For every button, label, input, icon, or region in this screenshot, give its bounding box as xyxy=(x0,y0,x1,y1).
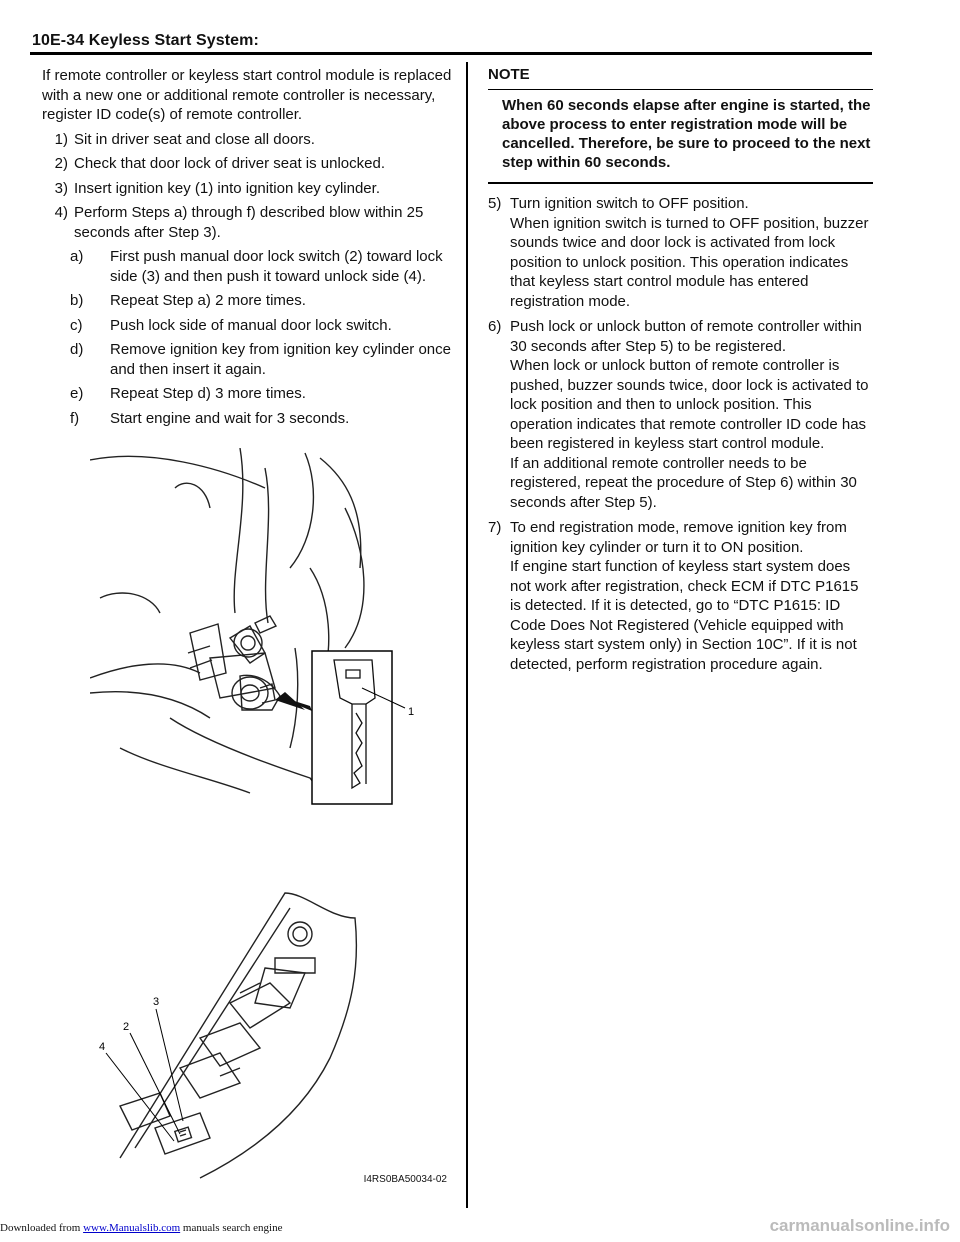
callout-1: 1 xyxy=(408,706,415,718)
callout-3: 3 xyxy=(153,996,160,1008)
figure-code: I4RS0BA50034-02 xyxy=(363,1174,447,1185)
note-text: When 60 seconds elapse after engine is started, the above process to enter registration mode will be cancelled. Therefore, be sure to proceed to the next step within 60 seconds. xyxy=(502,97,871,171)
ignition-and-door-switch-illustration xyxy=(90,448,455,1193)
step-7: 7) To end registration mode, remove ignition key from ignition key cylinder or turn it to ON position. If engine start function of keyless start system does not work after registration, check ECM if DTC P1615 is detected. If it is detected, go to “DTC P1615: ID Code Does Not Registered (Vehicle equipped with keyless start system only) in Section 10C”. If it is not detected, perform registration procedure again. xyxy=(488,519,859,673)
step-6: 6) Push lock or unlock button of remote controller within 30 seconds after Step 5) to be registered. When lock or unlock button of remote controller is pushed, buzzer sounds twice, door lock is activated to lock position and then to unlock position. This operation indicates that remote controller ID code has been registered in keyless start control module. If an additional remote controller needs to be registered, repeat the procedure of Step 6) within 30 seconds after Step 5). xyxy=(488,318,869,511)
substep-d: d) Remove ignition key from ignition key cylinder once and then insert it again. xyxy=(70,341,451,378)
right-column xyxy=(488,66,873,680)
column-divider xyxy=(466,62,468,1208)
page-title: 10E-34 Keyless Start System: xyxy=(32,32,259,49)
substep-e: e) Repeat Step d) 3 more times. xyxy=(70,385,306,402)
page-header xyxy=(30,10,872,55)
callout-2: 2 xyxy=(123,1021,130,1033)
left-column xyxy=(42,66,457,433)
watermark: carmanualsonline.info xyxy=(769,1216,950,1235)
manualslib-link[interactable]: www.Manualslib.com xyxy=(83,1222,181,1234)
substep-b: b) Repeat Step a) 2 more times. xyxy=(70,292,306,309)
callout-4: 4 xyxy=(99,1041,106,1053)
substep-a: a) First push manual door lock switch (2) toward lock side (3) and then push it toward unlock side (4). xyxy=(70,248,443,285)
step-3: 3) Insert ignition key (1) into ignition key cylinder. xyxy=(54,179,380,197)
step-5: 5) Turn ignition switch to OFF position. When ignition switch is turned to OFF position, buzzer sounds twice and door lock is activated from lock position to unlock position. This operation indicates that keyless start control module has entered registration mode. xyxy=(488,195,869,310)
substep-f: f) Start engine and wait for 3 seconds. xyxy=(70,409,350,427)
note-box xyxy=(488,66,873,184)
illustration-figure xyxy=(90,448,455,1193)
note-title: NOTE xyxy=(488,66,873,90)
intro-paragraph: If remote controller or keyless start control module is replaced with a new one or additional remote controller is necessary, register ID code(s) of remote controller. xyxy=(42,67,452,123)
substep-c: c) Push lock side of manual door lock switch. xyxy=(70,316,392,334)
step-1: 1) Sit in driver seat and close all doors. xyxy=(54,130,315,148)
step-4: 4) Perform Steps a) through f) described blow within 25 seconds after Step 3). xyxy=(54,204,424,241)
footer: Downloaded from www.Manualslib.com manuals search engine xyxy=(0,1222,283,1234)
step-2: 2) Check that door lock of driver seat is unlocked. xyxy=(54,155,385,172)
